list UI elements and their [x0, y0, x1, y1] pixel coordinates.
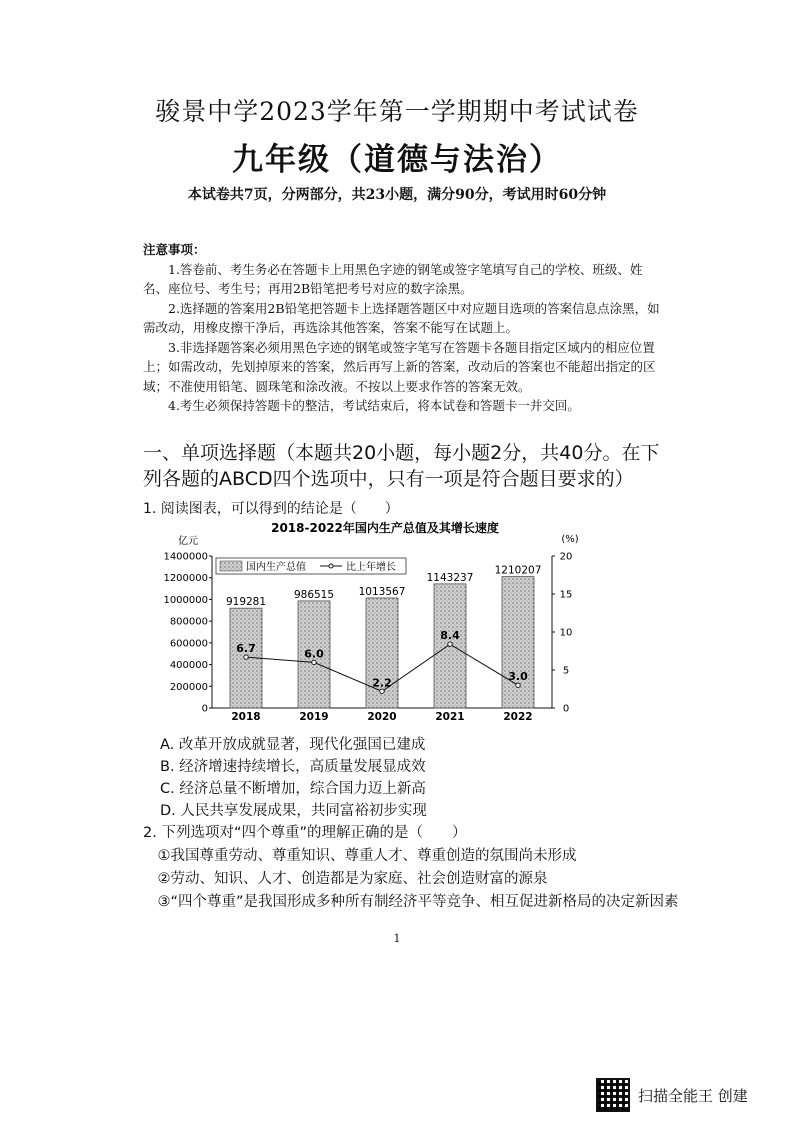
x-tick-label: 2022	[503, 711, 533, 723]
option-a[interactable]: A. 改革开放成就显著，现代化强国已建成	[160, 737, 426, 753]
legend-label-gdp: 国内生产总值	[246, 562, 306, 573]
y-tick-label: 200000	[169, 681, 208, 693]
y2-tick-label: 20	[559, 551, 573, 563]
question-2	[143, 822, 683, 914]
statement-1: ①我国尊重劳动、尊重知识、尊重人才、尊重创造的氛围尚未形成	[157, 848, 577, 864]
scanner-watermark	[596, 1078, 748, 1112]
growth-point	[448, 642, 452, 646]
notice-item: 2.选择题的答案用2B铅笔把答题卡上选择题答题区中对应题目选项的答案信息点涂黑，如需改动，用橡皮擦干净后，再选涂其他答案，答案不能写在试题上。	[143, 300, 660, 335]
exam-info: 本试卷共7页，分两部分，共23小题，满分90分，考试用时60分钟	[187, 187, 607, 203]
scanner-label: 扫描全能王 创建	[638, 1086, 748, 1105]
section-heading: 一、单项选择题（本题共20小题，每小题2分，共40分。在下列各题的ABCD四个选项中，只有一项是符合题目要求的）	[143, 442, 660, 490]
growth-point	[380, 689, 384, 693]
y-tick-label: 1200000	[163, 573, 208, 585]
x-tick-label: 2020	[367, 711, 397, 723]
y-tick-label: 1000000	[163, 594, 208, 606]
y2-tick-label: 10	[559, 627, 573, 639]
y2-tick-label: 0	[562, 703, 570, 715]
exam-title: 骏景中学2023学年第一学期期中考试试卷	[155, 97, 639, 126]
qr-code-icon	[596, 1078, 630, 1112]
growth-point	[312, 660, 316, 664]
growth-value-label: 2.2	[372, 676, 392, 690]
x-tick-label: 2019	[299, 711, 329, 723]
growth-value-label: 3.0	[508, 670, 528, 684]
notice-item: 4.考生必须保持答题卡的整洁，考试结束后，将本试卷和答题卡一并交回。	[168, 398, 580, 413]
exam-subtitle: 九年级（道德与法治）	[232, 142, 562, 178]
y-tick-label: 1400000	[163, 551, 208, 563]
y2-axis-label: (%)	[561, 534, 579, 545]
growth-point	[244, 655, 248, 659]
legend-label-growth: 比上年增长	[346, 562, 396, 573]
notice-heading: 注意事项：	[143, 242, 206, 257]
legend-bar-swatch	[220, 561, 242, 571]
growth-value-label: 8.4	[440, 629, 460, 643]
x-tick-label: 2018	[231, 711, 261, 723]
legend-line-marker	[329, 564, 333, 568]
notice-item: 1.答卷前、考生务必在答题卡上用黑色字迹的钢笔或签字笔填写自己的学校、班级、姓名、座位号、考生号；再用2B铅笔把考号对应的数字涂黑。	[143, 261, 643, 296]
y-tick-label: 0	[201, 703, 208, 715]
option-d[interactable]: D. 人民共享发展成果，共同富裕初步实现	[160, 803, 427, 819]
growth-value-label: 6.7	[236, 642, 256, 656]
bar-value-label: 1013567	[358, 585, 406, 598]
bar-value-label: 919281	[225, 596, 267, 609]
bar-value-label: 986515	[293, 588, 335, 601]
growth-value-label: 6.0	[304, 647, 324, 661]
y-axis-label: 亿元	[178, 536, 198, 547]
notice-item: 3.非选择题答案必须用黑色字迹的钢笔或签字笔写在答题卡各题目指定区域内的相应位置上；如需改动，先划掉原来的答案，然后再写上新的答案，改动后的答案也不能超出指定的区域；不准使用铅笔、圆珠笔和涂改液。不按以上要求作答的答案无效。	[143, 339, 656, 394]
question-2-stem: 2. 下列选项对“四个尊重”的理解正确的是（ ）	[143, 825, 467, 841]
statement-3: ③“四个尊重”是我国形成多种所有制经济平等竞争、相互促进新格局的决定新因素	[157, 894, 679, 910]
growth-point	[516, 683, 520, 687]
y2-tick-label: 5	[562, 665, 570, 677]
bar	[502, 577, 534, 708]
y-tick-label: 400000	[169, 660, 208, 672]
y2-tick-label: 15	[559, 589, 573, 601]
question-1-options	[160, 734, 427, 822]
chart-title: 2018-2022年国内生产总值及其增长速度	[271, 521, 499, 535]
y-tick-label: 800000	[169, 616, 208, 628]
page-number: 1	[393, 932, 401, 945]
gdp-chart	[160, 518, 580, 726]
bar-value-label: 1210207	[494, 564, 542, 577]
x-tick-label: 2021	[435, 711, 465, 723]
y-tick-label: 600000	[169, 638, 208, 650]
statement-2: ②劳动、知识、人才、创造都是为家庭、社会创造财富的源泉	[157, 871, 548, 887]
option-b[interactable]: B. 经济增速持续增长，高质量发展显成效	[160, 759, 426, 775]
option-c[interactable]: C. 经济总量不断增加，综合国力迈上新高	[160, 781, 426, 797]
bar-value-label: 1143237	[426, 571, 474, 584]
question-1-stem: 1. 阅读图表，可以得到的结论是（ ）	[143, 501, 399, 517]
notice-block	[143, 240, 663, 416]
